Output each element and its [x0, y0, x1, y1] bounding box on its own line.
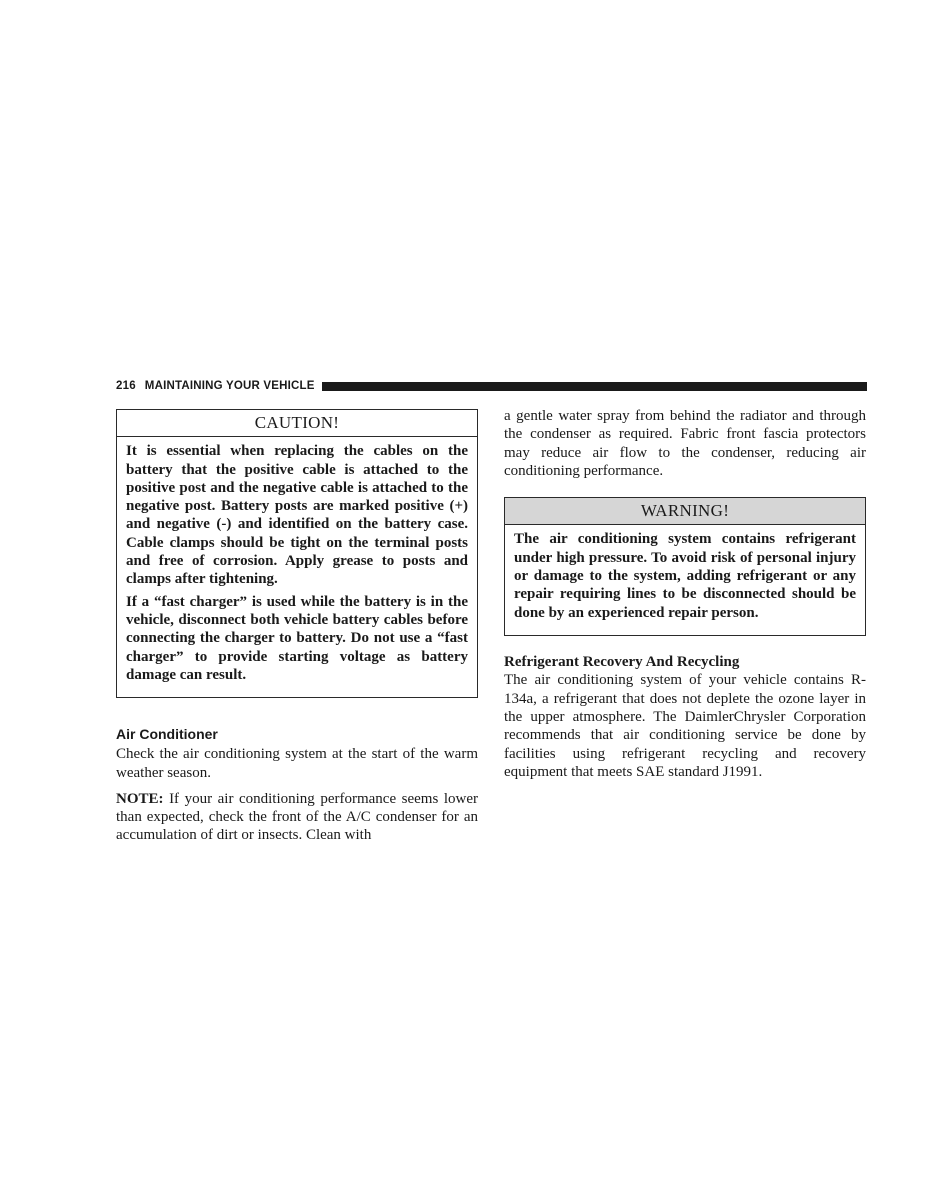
caution-paragraph: It is essential when replacing the cables on the battery that the positive cable is attached to the positive post and the negative cable is attached to the negative post. Battery posts are marked positive (+) and negative (-) and identified on the battery case. Cable clamps should be tight on the terminal posts and free of corrosion. Apply grease to posts and clamps after tightening.: [126, 443, 468, 588]
page-number: 216: [116, 380, 136, 392]
warning-text: The air conditioning system contains refrigerant under high pressure. To avoid risk of personal injury or damage to the system, adding refrigerant or any repair requiring lines to be disconnected should be done by an experienced repair person.: [514, 531, 856, 621]
page-header: [116, 379, 867, 393]
caution-title: CAUTION!: [117, 410, 477, 437]
refrigerant-body: The air conditioning system of your vehicle contains R-134a, a refrigerant that does not deplete the ozone layer in the upper atmosphere. The DaimlerChrysler Corporation recommends that air conditioning service be done by facilities using refrigerant recycling and recovery equipment that meets SAE standard J1991.: [504, 672, 866, 780]
note-label: NOTE:: [116, 790, 164, 807]
header-rule: [322, 382, 867, 391]
section-title: MAINTAINING YOUR VEHICLE: [144, 380, 315, 392]
air-conditioner-body: Check the air conditioning system at the start of the warm weather season.: [116, 746, 478, 781]
warning-title: WARNING!: [505, 498, 865, 525]
refrigerant-heading: Refrigerant Recovery And Recycling: [504, 654, 740, 671]
caution-box: [116, 409, 478, 698]
air-conditioner-heading: Air Conditioner: [116, 726, 218, 742]
caution-paragraph: If a “fast charger” is used while the battery is in the vehicle, disconnect both vehicle battery cables before connecting the charger to battery. Do not use a “fast charger” to provide starting voltage as battery damage can result.: [126, 593, 468, 683]
note-continuation: a gentle water spray from behind the radiator and through the condenser as required. Fabric front fascia protectors may reduce air flow to the condenser, reducing air conditioning performance.: [504, 408, 866, 479]
caution-body: [117, 437, 477, 690]
warning-box: [504, 497, 866, 636]
note-text: If your air conditioning performance seems lower than expected, check the front of the A/C condenser for an accumulation of dirt or insects. Clean with: [116, 790, 479, 844]
left-column: [116, 409, 478, 845]
right-column: [504, 407, 866, 781]
note-paragraph: [116, 790, 478, 845]
warning-body: [505, 525, 865, 627]
